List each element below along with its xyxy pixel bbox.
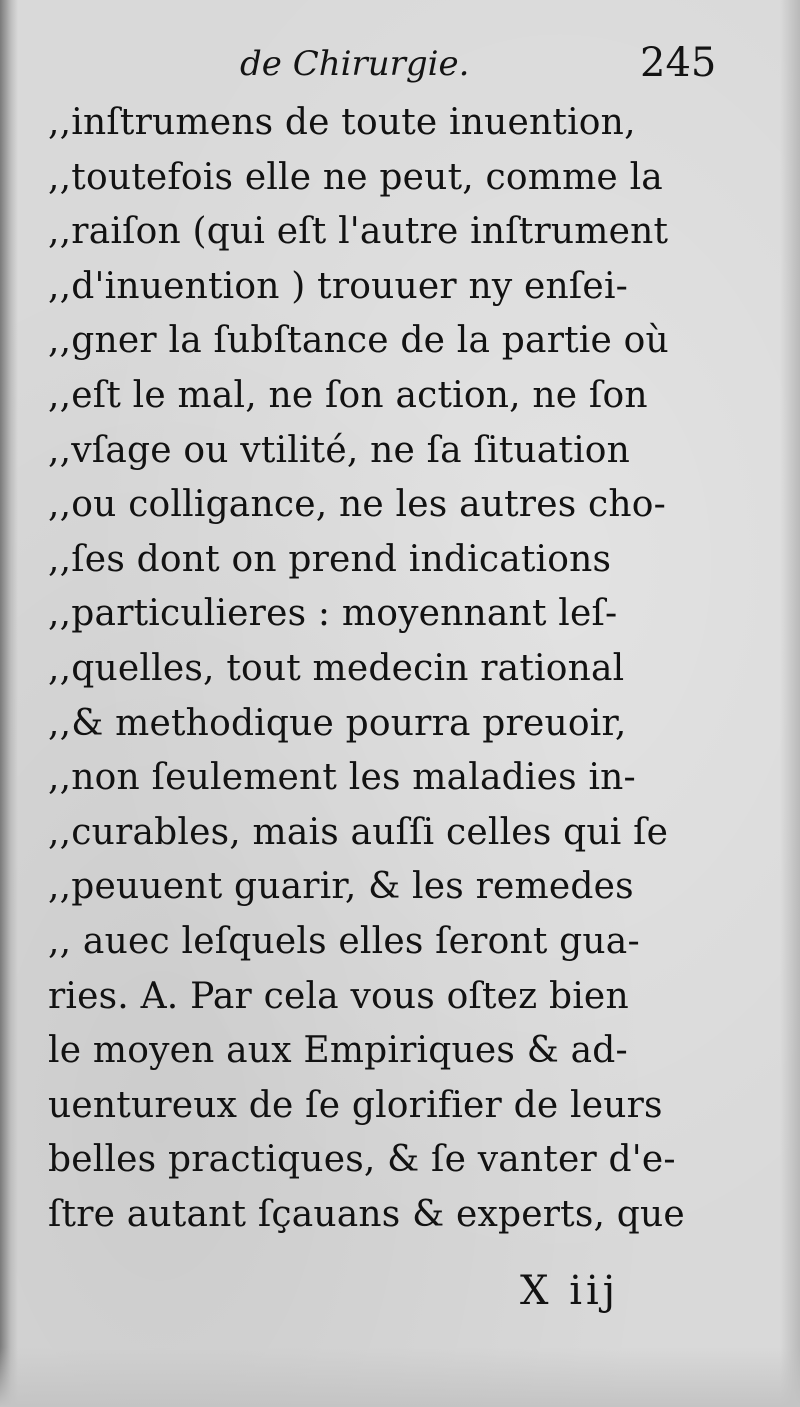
text-line: ,,gner la ſubſtance de la partie où [48,320,669,362]
page-number: 245 [640,40,717,86]
text-line: le moyen aux Empiriques & ad- [48,1030,628,1072]
text-line: ries. A. Par cela vous oſtez bien [48,975,629,1017]
text-line: ,,inſtrumens de toute inuention, [48,102,636,143]
text-line: belles practiques, & ſe vanter d'e- [48,1139,676,1181]
text-line: ,, auec leſquels elles ſeront gua- [48,920,640,962]
page-header [240,40,740,100]
text-line: ſtre autant ſçauans & experts, que [48,1193,685,1235]
text-line: ,,ou colligance, ne les autres cho- [48,484,667,526]
text-line: ,,non ſeulement les maladies in- [48,757,636,799]
text-line: ,,quelles, tout medecin rational [48,647,625,689]
text-line: ,,eſt le mal, ne ſon action, ne ſon [48,374,648,416]
text-line: ,,particulieres : moyennant leſ- [48,593,618,635]
page-bottom-edge-shadow [0,1347,800,1407]
signature-mark: X iij [520,1268,620,1314]
text-line: ,,raiſon (qui eſt l'autre inſtrument [48,211,669,253]
text-line: ,,& methodique pourra preuoir, [48,702,627,744]
page-right-edge-shadow [780,0,800,1407]
text-line: ,,ſes dont on prend indications [48,538,612,580]
running-title: de Chirurgie. [240,44,470,84]
text-line: uentureux de ſe glorifier de leurs [48,1084,663,1126]
text-line: ,,curables, mais auſſi celles qui ſe [48,811,669,853]
body-text [48,96,748,1242]
text-line: ,,vſage ou vtilité, ne ſa ſituation [48,429,631,471]
page-left-edge-shadow [0,0,18,1407]
text-line: ,,toutefois elle ne peut, comme la [48,156,663,198]
text-line: ,,peuuent guarir, & les remedes [48,866,634,908]
text-line: ,,d'inuention ) trouuer ny enſei- [48,265,629,307]
